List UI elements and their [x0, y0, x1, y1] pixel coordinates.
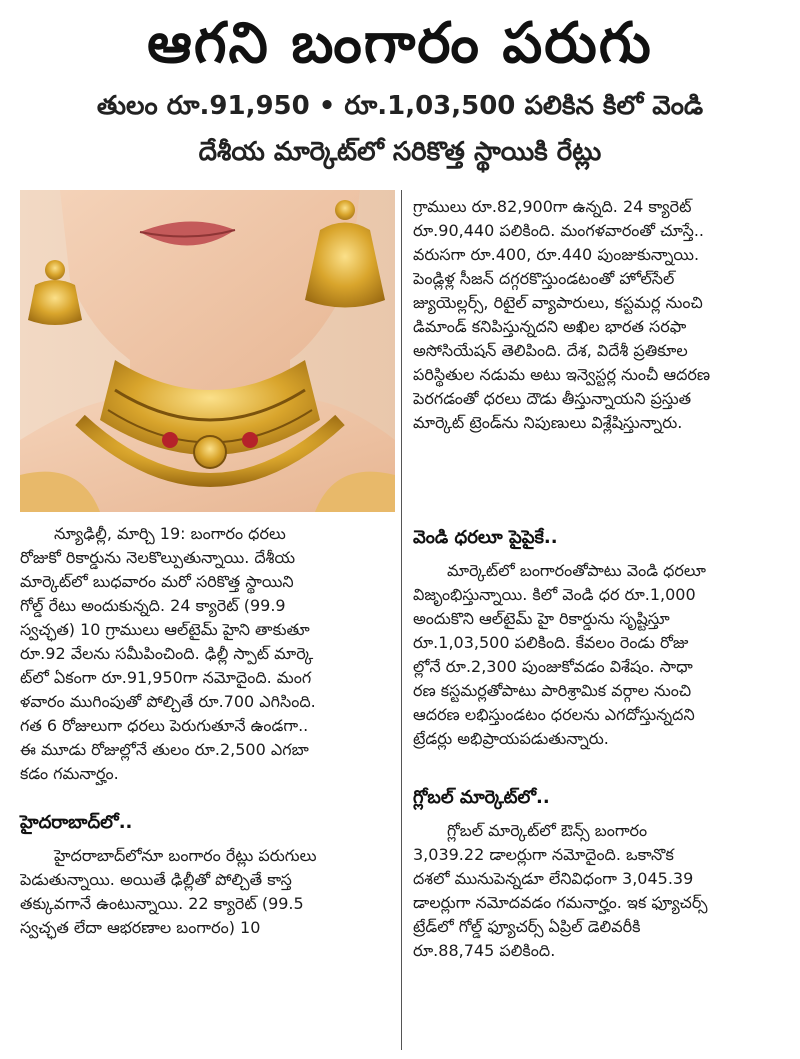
- jewelry-photo-icon: [20, 190, 395, 512]
- text-line: మార్కెట్‌లో బంగారంతోపాటు వెండి ధరలూ: [447, 561, 706, 580]
- text-line: రూ.1,03,500 పలికింది. కేవలం రెండు రోజు: [413, 633, 689, 652]
- text-line: పరిస్థితుల నడుమ అటు ఇన్వెస్టర్ల నుంచీ ఆదరణ: [413, 365, 711, 384]
- text-line: రూ.90,440 పలికింది. మంగళవారంతో చూస్తే..: [413, 221, 704, 240]
- section-heading-hyderabad: హైదరాబాద్‌లో..: [20, 812, 133, 833]
- text-line: గ్రాములు రూ.82,900గా ఉన్నది. 24 క్యారెట్: [413, 197, 692, 216]
- text-line: గ్లోబల్ మార్కెట్‌లో ఔన్స్ బంగారం: [447, 821, 648, 840]
- headline: ఆగని బంగారం పరుగు: [147, 11, 653, 76]
- text-line: కడం గమనార్హం.: [20, 764, 119, 783]
- text-line: విజృంభిస్తున్నాయి. కిలో వెండి ధర రూ.1,000: [413, 585, 696, 604]
- text-line: స్వచ్ఛత లేదా ఆభరణాల బంగారం) 10: [20, 918, 261, 937]
- text-line: ఈ మూడు రోజుల్లోనే తులం రూ.2,500 ఎగబా: [20, 740, 309, 759]
- text-line: గోల్డ్ రేటు అందుకున్నది. 24 క్యారెట్ (99.9: [20, 596, 286, 615]
- text-line: రూ.92 వేలను సమీపించింది. ఢిల్లీ స్పాట్ మార్కె: [20, 644, 314, 663]
- text-line: తక్కువగానే ఉంటున్నాయి. 22 క్యారెట్ (99.5: [20, 894, 304, 913]
- text-line: స్వచ్ఛత) 10 గ్రాములు ఆల్‌టైమ్ హైని తాకుతూ: [20, 620, 310, 639]
- text-line: వరుసగా రూ.400, రూ.440 పుంజుకున్నాయి.: [413, 245, 700, 264]
- subheadline-record: దేశీయ మార్కెట్‌లో సరికొత్త స్థాయికి రేట్లు: [198, 137, 602, 167]
- text-line: జ్యుయెల్లర్స్, రిటైల్ వ్యాపారులు, కస్టమర్ల నుంచి: [413, 293, 703, 312]
- text-line: గత 6 రోజులుగా ధరలు పెరుగుతూనే ఉండగా..: [20, 716, 309, 735]
- subheadline-prices: తులం రూ.91,950 • రూ.1,03,500 పలికిన కిలో వెండి: [96, 91, 704, 121]
- right-column-bottom: [413, 525, 783, 963]
- text-line: ట్రేడ్‌లో గోల్డ్ ఫ్యూచర్స్ ఏప్రిల్ డెలివరీకి: [413, 917, 641, 936]
- text-line: డాలర్లుగా నమోదవడం గమనార్హం. ఇక ఫ్యూచర్స్: [413, 893, 708, 912]
- text-line: డిమాండ్ కనిపిస్తున్నదని అఖిల భారత సరఫా: [413, 317, 687, 336]
- text-line: పెడుతున్నాయి. అయితే ఢిల్లీతో పోల్చితే కాస్త: [20, 870, 292, 889]
- left-column: [20, 522, 395, 940]
- text-line: రోజుకో రికార్డును నెలకొల్పుతున్నాయి. దేశీయ: [20, 548, 296, 567]
- text-line: పెరగడంతో ధరలు దౌడు తీస్తున్నాయని ప్రస్తుత: [413, 389, 692, 408]
- text-line: రణ కస్టమర్లతోపాటు పారిశ్రామిక వర్గాల నుంచి: [413, 681, 692, 700]
- text-line: హైదరాబాద్‌లోనూ బంగారం రేట్లు పరుగులు: [54, 846, 317, 865]
- text-line: పెండ్లిళ్ల సీజన్ దగ్గరకొస్తుండటంతో హోల్‌సేల్: [413, 269, 675, 288]
- jewelry-photo: [20, 190, 395, 512]
- text-line: అసోసియేషన్ తెలిపింది. దేశ, విదేశీ ప్రతికూల: [413, 341, 688, 360]
- section-heading-global: గ్లోబల్ మార్కెట్‌లో..: [413, 787, 550, 808]
- text-line: ల్లోనే రూ.2,300 పుంజుకోవడం విశేషం. సాధా: [413, 657, 693, 676]
- text-line: దశలో మునుపెన్నడూ లేనివిధంగా 3,045.39: [413, 869, 694, 888]
- right-column-top: [413, 195, 783, 435]
- text-line: రూ.88,745 పలికింది.: [413, 941, 556, 960]
- text-line: మార్కెట్ ట్రెండ్‌ను నిపుణులు విశ్లేషిస్తున్నారు.: [413, 413, 683, 432]
- text-line: ఆదరణ లభిస్తుండటం ధరలను ఎగదోస్తున్నదని: [413, 705, 695, 724]
- text-line: ట్‌లో ఏకంగా రూ.91,950గా నమోదైంది. మంగ: [20, 668, 312, 687]
- text-line: అందుకొని ఆల్‌టైమ్ హై రికార్డును సృష్టిస్తూ: [413, 609, 670, 628]
- text-line: న్యూఢిల్లీ, మార్చి 19: బంగారం ధరలు: [54, 524, 286, 543]
- text-line: ళవారం ముగింపుతో పోల్చితే రూ.700 ఎగిసింది.: [20, 692, 316, 711]
- text-line: మార్కెట్‌లో బుధవారం మరో సరికొత్త స్థాయిని: [20, 572, 294, 591]
- section-heading-silver: వెండి ధరలూ పైపైకే..: [413, 527, 558, 548]
- text-line: ట్రేడర్లు అభిప్రాయపడుతున్నారు.: [413, 729, 609, 748]
- column-divider: [401, 190, 402, 1050]
- text-line: 3,039.22 డాలర్లుగా నమోదైంది. ఒకానొక: [413, 845, 674, 864]
